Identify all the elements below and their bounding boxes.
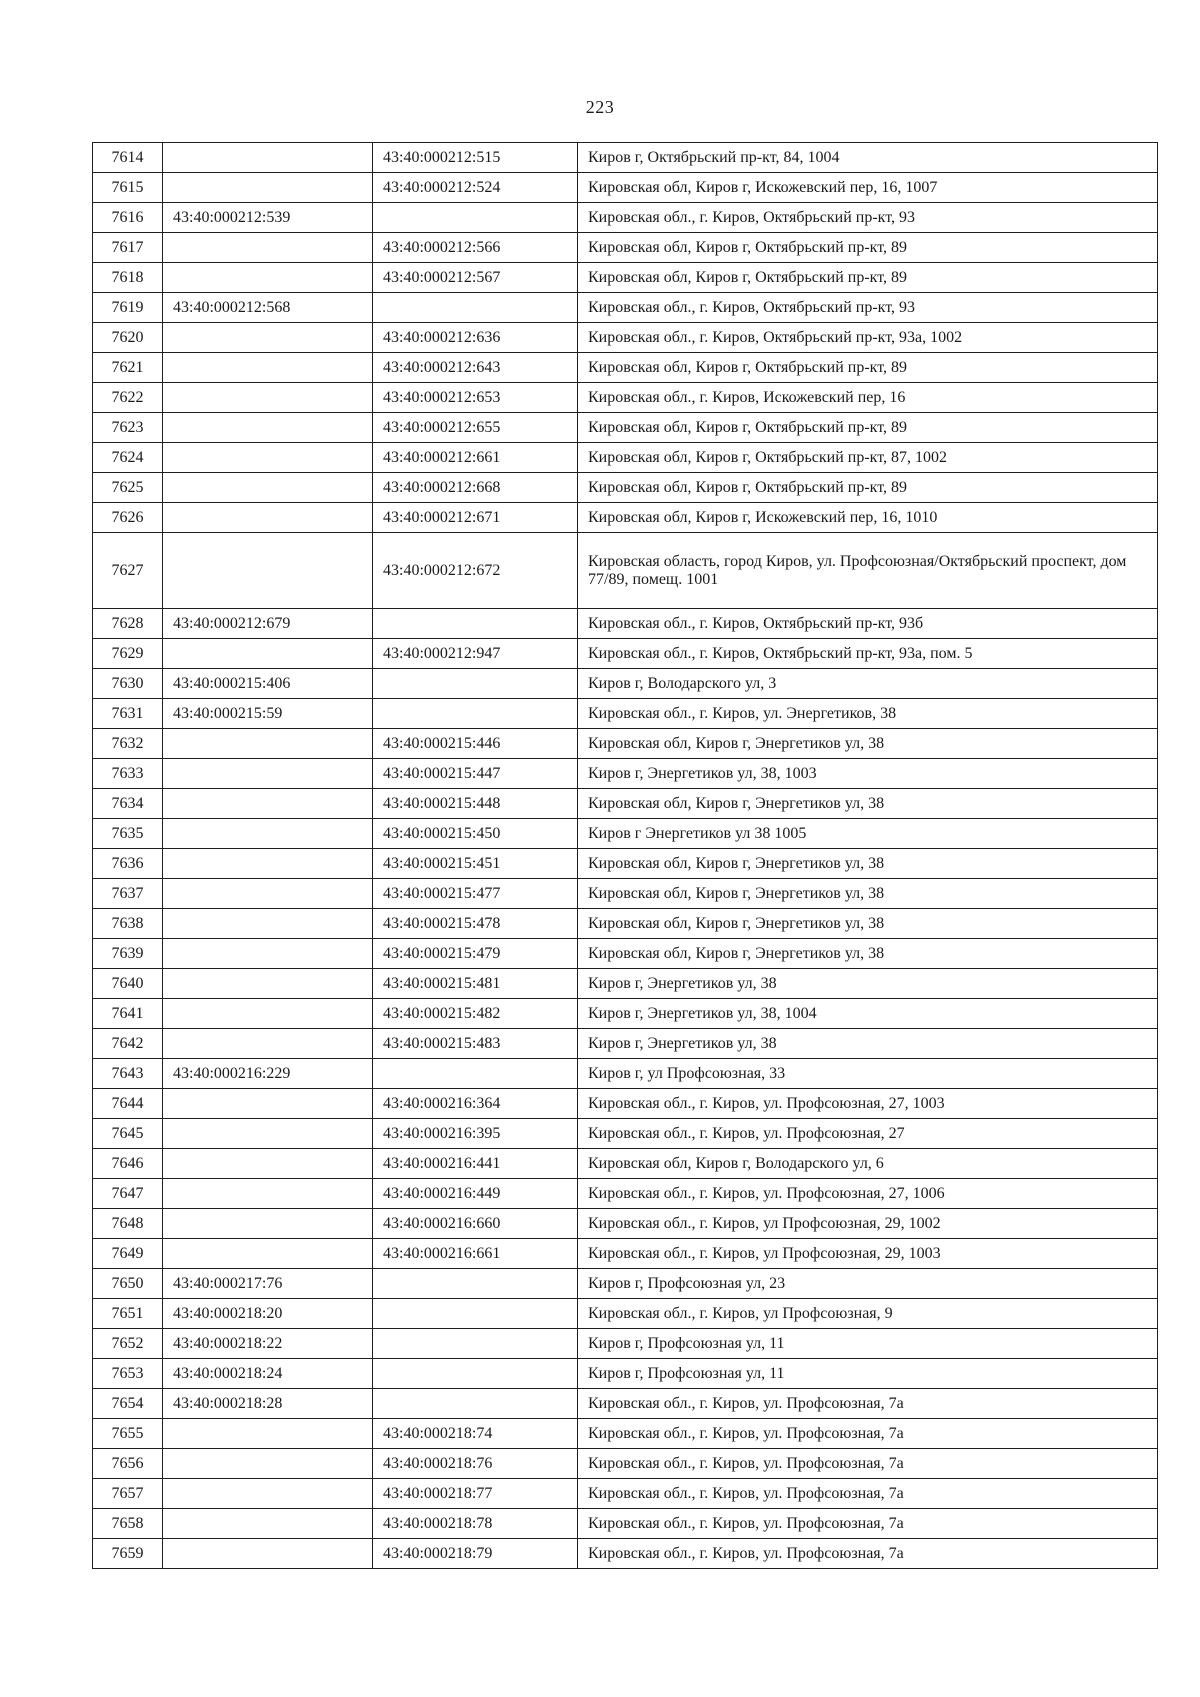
row-number-cell: 7646 [93,1149,163,1179]
row-number-cell: 7645 [93,1119,163,1149]
table-row [93,819,1158,849]
premises-cadastral-number-cell: 43:40:000216:449 [373,1179,578,1209]
premises-cadastral-number-cell [373,1359,578,1389]
row-number-cell: 7650 [93,1269,163,1299]
table-row [93,999,1158,1029]
row-number-cell: 7641 [93,999,163,1029]
premises-cadastral-number-cell: 43:40:000212:668 [373,473,578,503]
row-number-cell: 7615 [93,173,163,203]
row-number-cell: 7628 [93,609,163,639]
land-cadastral-number-cell: 43:40:000212:679 [163,609,373,639]
premises-cadastral-number-cell: 43:40:000216:661 [373,1239,578,1269]
address-cell: Киров г, ул Профсоюзная, 33 [578,1059,1158,1089]
premises-cadastral-number-cell [373,203,578,233]
table-row [93,1419,1158,1449]
table-row [93,729,1158,759]
address-cell: Киров г, Профсоюзная ул, 23 [578,1269,1158,1299]
premises-cadastral-number-cell: 43:40:000216:441 [373,1149,578,1179]
premises-cadastral-number-cell [373,609,578,639]
premises-cadastral-number-cell: 43:40:000218:78 [373,1509,578,1539]
address-cell: Киров г, Энергетиков ул, 38 [578,1029,1158,1059]
land-cadastral-number-cell [163,939,373,969]
land-cadastral-number-cell [163,413,373,443]
land-cadastral-number-cell: 43:40:000217:76 [163,1269,373,1299]
land-cadastral-number-cell [163,503,373,533]
address-cell: Кировская обл, Киров г, Энергетиков ул, 38 [578,789,1158,819]
table-row [93,293,1158,323]
premises-cadastral-number-cell: 43:40:000218:76 [373,1449,578,1479]
land-cadastral-number-cell [163,1119,373,1149]
table-row [93,1089,1158,1119]
premises-cadastral-number-cell: 43:40:000218:79 [373,1539,578,1569]
row-number-cell: 7625 [93,473,163,503]
land-cadastral-number-cell [163,879,373,909]
land-cadastral-number-cell [163,1419,373,1449]
premises-cadastral-number-cell: 43:40:000215:483 [373,1029,578,1059]
premises-cadastral-number-cell: 43:40:000215:447 [373,759,578,789]
address-cell: Кировская обл, Киров г, Энергетиков ул, 38 [578,879,1158,909]
land-cadastral-number-cell [163,143,373,173]
table-row [93,699,1158,729]
premises-cadastral-number-cell: 43:40:000215:448 [373,789,578,819]
premises-cadastral-number-cell [373,293,578,323]
land-cadastral-number-cell [163,323,373,353]
row-number-cell: 7633 [93,759,163,789]
row-number-cell: 7636 [93,849,163,879]
row-number-cell: 7637 [93,879,163,909]
table-row [93,909,1158,939]
row-number-cell: 7648 [93,1209,163,1239]
table-row [93,1119,1158,1149]
row-number-cell: 7618 [93,263,163,293]
table-row [93,1389,1158,1419]
address-cell: Киров г, Володарского ул, 3 [578,669,1158,699]
registry-table-body [93,143,1158,1569]
land-cadastral-number-cell [163,233,373,263]
address-cell: Кировская обл, Киров г, Искожевский пер, 16, 1007 [578,173,1158,203]
address-cell: Киров г, Октябрьский пр-кт, 84, 1004 [578,143,1158,173]
row-number-cell: 7652 [93,1329,163,1359]
table-row [93,443,1158,473]
premises-cadastral-number-cell: 43:40:000216:364 [373,1089,578,1119]
premises-cadastral-number-cell: 43:40:000212:567 [373,263,578,293]
row-number-cell: 7644 [93,1089,163,1119]
table-row [93,1539,1158,1569]
land-cadastral-number-cell [163,1509,373,1539]
table-row [93,1059,1158,1089]
table-row [93,789,1158,819]
table-row [93,1509,1158,1539]
row-number-cell: 7616 [93,203,163,233]
address-cell: Кировская обл., г. Киров, ул. Энергетиков, 38 [578,699,1158,729]
land-cadastral-number-cell: 43:40:000212:568 [163,293,373,323]
table-row [93,1449,1158,1479]
address-cell: Кировская обл., г. Киров, ул Профсоюзная, 29, 1002 [578,1209,1158,1239]
table-row [93,1329,1158,1359]
premises-cadastral-number-cell: 43:40:000212:661 [373,443,578,473]
premises-cadastral-number-cell: 43:40:000212:524 [373,173,578,203]
land-cadastral-number-cell [163,1479,373,1509]
land-cadastral-number-cell [163,729,373,759]
row-number-cell: 7640 [93,969,163,999]
address-cell: Кировская обл, Киров г, Энергетиков ул, 38 [578,729,1158,759]
premises-cadastral-number-cell: 43:40:000215:450 [373,819,578,849]
premises-cadastral-number-cell: 43:40:000215:482 [373,999,578,1029]
address-cell: Кировская обл., г. Киров, ул. Профсоюзная, 27, 1003 [578,1089,1158,1119]
row-number-cell: 7619 [93,293,163,323]
table-row [93,1209,1158,1239]
premises-cadastral-number-cell: 43:40:000216:660 [373,1209,578,1239]
land-cadastral-number-cell [163,1449,373,1479]
table-row [93,473,1158,503]
table-row [93,759,1158,789]
address-cell: Кировская обл., г. Киров, ул. Профсоюзная, 7а [578,1389,1158,1419]
address-cell: Киров г, Профсоюзная ул, 11 [578,1359,1158,1389]
row-number-cell: 7623 [93,413,163,443]
address-cell: Кировская обл., г. Киров, Октябрьский пр-кт, 93а, пом. 5 [578,639,1158,669]
land-cadastral-number-cell [163,263,373,293]
address-cell: Кировская обл., г. Киров, Октябрьский пр-кт, 93б [578,609,1158,639]
premises-cadastral-number-cell: 43:40:000212:655 [373,413,578,443]
premises-cadastral-number-cell: 43:40:000212:947 [373,639,578,669]
address-cell: Кировская обл, Киров г, Октябрьский пр-кт, 89 [578,353,1158,383]
table-row [93,639,1158,669]
land-cadastral-number-cell: 43:40:000218:20 [163,1299,373,1329]
table-row [93,669,1158,699]
table-row [93,1029,1158,1059]
address-cell: Кировская обл., г. Киров, Октябрьский пр-кт, 93 [578,293,1158,323]
address-cell: Киров г Энергетиков ул 38 1005 [578,819,1158,849]
premises-cadastral-number-cell: 43:40:000215:446 [373,729,578,759]
land-cadastral-number-cell [163,1239,373,1269]
table-row [93,969,1158,999]
address-cell: Кировская обл, Киров г, Октябрьский пр-кт, 89 [578,233,1158,263]
address-cell: Кировская обл, Киров г, Октябрьский пр-кт, 89 [578,413,1158,443]
premises-cadastral-number-cell: 43:40:000218:77 [373,1479,578,1509]
land-cadastral-number-cell [163,789,373,819]
row-number-cell: 7631 [93,699,163,729]
row-number-cell: 7621 [93,353,163,383]
row-number-cell: 7654 [93,1389,163,1419]
row-number-cell: 7629 [93,639,163,669]
row-number-cell: 7651 [93,1299,163,1329]
row-number-cell: 7627 [93,533,163,609]
premises-cadastral-number-cell: 43:40:000215:481 [373,969,578,999]
premises-cadastral-number-cell: 43:40:000212:515 [373,143,578,173]
premises-cadastral-number-cell [373,669,578,699]
address-cell: Кировская обл, Киров г, Октябрьский пр-кт, 89 [578,263,1158,293]
address-cell: Кировская обл, Киров г, Энергетиков ул, 38 [578,909,1158,939]
row-number-cell: 7643 [93,1059,163,1089]
land-cadastral-number-cell [163,969,373,999]
row-number-cell: 7620 [93,323,163,353]
land-cadastral-number-cell [163,1179,373,1209]
row-number-cell: 7630 [93,669,163,699]
land-cadastral-number-cell: 43:40:000218:22 [163,1329,373,1359]
table-row [93,1269,1158,1299]
row-number-cell: 7653 [93,1359,163,1389]
premises-cadastral-number-cell: 43:40:000218:74 [373,1419,578,1449]
table-row [93,939,1158,969]
row-number-cell: 7657 [93,1479,163,1509]
premises-cadastral-number-cell: 43:40:000212:636 [373,323,578,353]
land-cadastral-number-cell: 43:40:000218:24 [163,1359,373,1389]
table-row [93,1299,1158,1329]
table-row [93,533,1158,609]
table-row [93,1179,1158,1209]
table-row [93,263,1158,293]
premises-cadastral-number-cell: 43:40:000215:478 [373,909,578,939]
address-cell: Кировская обл, Киров г, Володарского ул, 6 [578,1149,1158,1179]
row-number-cell: 7639 [93,939,163,969]
land-cadastral-number-cell [163,443,373,473]
land-cadastral-number-cell [163,759,373,789]
table-row [93,849,1158,879]
table-row [93,173,1158,203]
row-number-cell: 7632 [93,729,163,759]
page-number: 223 [585,97,615,117]
premises-cadastral-number-cell: 43:40:000215:451 [373,849,578,879]
premises-cadastral-number-cell: 43:40:000212:672 [373,533,578,609]
row-number-cell: 7635 [93,819,163,849]
address-cell: Киров г, Энергетиков ул, 38, 1004 [578,999,1158,1029]
premises-cadastral-number-cell [373,1299,578,1329]
row-number-cell: 7655 [93,1419,163,1449]
row-number-cell: 7626 [93,503,163,533]
land-cadastral-number-cell [163,1029,373,1059]
land-cadastral-number-cell [163,819,373,849]
address-cell: Кировская обл., г. Киров, ул. Профсоюзная, 27, 1006 [578,1179,1158,1209]
address-cell: Кировская обл., г. Киров, ул. Профсоюзная, 7а [578,1539,1158,1569]
table-row [93,609,1158,639]
premises-cadastral-number-cell [373,1389,578,1419]
table-row [93,233,1158,263]
address-cell: Кировская обл, Киров г, Октябрьский пр-кт, 87, 1002 [578,443,1158,473]
land-cadastral-number-cell [163,1539,373,1569]
land-cadastral-number-cell [163,909,373,939]
address-cell: Кировская область, город Киров, ул. Профсоюзная/Октябрьский проспект, дом 77/89, помещ. 1001 [578,533,1158,609]
premises-cadastral-number-cell: 43:40:000212:671 [373,503,578,533]
row-number-cell: 7649 [93,1239,163,1269]
table-row [93,879,1158,909]
address-cell: Кировская обл., г. Киров, Октябрьский пр-кт, 93 [578,203,1158,233]
premises-cadastral-number-cell: 43:40:000215:479 [373,939,578,969]
address-cell: Киров г, Энергетиков ул, 38 [578,969,1158,999]
table-row [93,383,1158,413]
address-cell: Кировская обл., г. Киров, ул. Профсоюзная, 7а [578,1419,1158,1449]
table-row [93,323,1158,353]
land-cadastral-number-cell: 43:40:000218:28 [163,1389,373,1419]
land-cadastral-number-cell [163,849,373,879]
address-cell: Кировская обл., г. Киров, ул. Профсоюзная, 7а [578,1479,1158,1509]
table-row [93,1359,1158,1389]
row-number-cell: 7617 [93,233,163,263]
land-cadastral-number-cell [163,639,373,669]
land-cadastral-number-cell [163,1209,373,1239]
land-cadastral-number-cell [163,533,373,609]
row-number-cell: 7614 [93,143,163,173]
land-cadastral-number-cell [163,999,373,1029]
address-cell: Кировская обл, Киров г, Искожевский пер, 16, 1010 [578,503,1158,533]
land-cadastral-number-cell [163,1089,373,1119]
address-cell: Кировская обл, Киров г, Энергетиков ул, 38 [578,939,1158,969]
land-cadastral-number-cell [163,353,373,383]
table-row [93,1479,1158,1509]
land-cadastral-number-cell: 43:40:000216:229 [163,1059,373,1089]
table-row [93,143,1158,173]
table-row [93,1149,1158,1179]
land-cadastral-number-cell: 43:40:000215:59 [163,699,373,729]
premises-cadastral-number-cell: 43:40:000212:643 [373,353,578,383]
premises-cadastral-number-cell [373,699,578,729]
premises-cadastral-number-cell: 43:40:000212:566 [373,233,578,263]
row-number-cell: 7634 [93,789,163,819]
address-cell: Кировская обл., г. Киров, ул Профсоюзная, 29, 1003 [578,1239,1158,1269]
premises-cadastral-number-cell: 43:40:000212:653 [373,383,578,413]
land-cadastral-number-cell [163,383,373,413]
land-cadastral-number-cell [163,473,373,503]
land-cadastral-number-cell: 43:40:000215:406 [163,669,373,699]
land-cadastral-number-cell [163,1149,373,1179]
address-cell: Кировская обл., г. Киров, ул Профсоюзная, 9 [578,1299,1158,1329]
address-cell: Кировская обл., г. Киров, ул. Профсоюзная, 27 [578,1119,1158,1149]
row-number-cell: 7638 [93,909,163,939]
row-number-cell: 7647 [93,1179,163,1209]
table-row [93,503,1158,533]
address-cell: Кировская обл, Киров г, Энергетиков ул, 38 [578,849,1158,879]
address-cell: Кировская обл., г. Киров, Октябрьский пр-кт, 93а, 1002 [578,323,1158,353]
premises-cadastral-number-cell [373,1329,578,1359]
row-number-cell: 7642 [93,1029,163,1059]
address-cell: Кировская обл., г. Киров, ул. Профсоюзная, 7а [578,1449,1158,1479]
address-cell: Кировская обл., г. Киров, Искожевский пер, 16 [578,383,1158,413]
row-number-cell: 7659 [93,1539,163,1569]
table-row [93,413,1158,443]
address-cell: Киров г, Профсоюзная ул, 11 [578,1329,1158,1359]
land-cadastral-number-cell [163,173,373,203]
premises-cadastral-number-cell: 43:40:000215:477 [373,879,578,909]
land-cadastral-number-cell: 43:40:000212:539 [163,203,373,233]
table-row [93,203,1158,233]
table-row [93,353,1158,383]
premises-cadastral-number-cell [373,1269,578,1299]
row-number-cell: 7622 [93,383,163,413]
address-cell: Кировская обл, Киров г, Октябрьский пр-кт, 89 [578,473,1158,503]
registry-table [92,142,1158,1569]
row-number-cell: 7656 [93,1449,163,1479]
address-cell: Киров г, Энергетиков ул, 38, 1003 [578,759,1158,789]
row-number-cell: 7624 [93,443,163,473]
table-row [93,1239,1158,1269]
premises-cadastral-number-cell: 43:40:000216:395 [373,1119,578,1149]
premises-cadastral-number-cell [373,1059,578,1089]
row-number-cell: 7658 [93,1509,163,1539]
address-cell: Кировская обл., г. Киров, ул. Профсоюзная, 7а [578,1509,1158,1539]
